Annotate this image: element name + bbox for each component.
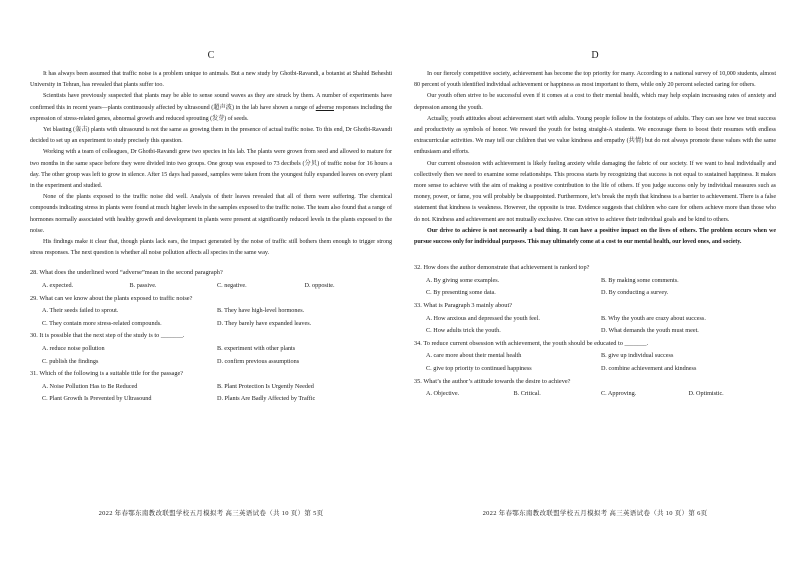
question-stem: 30. It is possible that the next step of the study is to _______. bbox=[30, 332, 185, 340]
option: D. They barely have expanded leaves. bbox=[217, 319, 312, 327]
paragraph: Yet blasting (轰击) plants with ultrasound is not the same as growing them in the presence of actual traffic noise. To this end, Dr Ghotbi-Ravandi decided to set up an experiment to study precisely this question. bbox=[30, 127, 392, 145]
question-stem: 33. What is Paragraph 3 mainly about? bbox=[414, 302, 512, 310]
passage-d bbox=[414, 50, 776, 401]
option: D. What demands the youth must meet. bbox=[601, 327, 699, 335]
question-options bbox=[30, 305, 392, 330]
option: D. combine achievement and kindness bbox=[601, 365, 697, 372]
option: C. publish the findings bbox=[42, 357, 99, 365]
option: D. By conducting a survey. bbox=[601, 289, 669, 297]
question-stem: 34. To reduce current obsession with achievement, the youth should be educated to _______. bbox=[414, 339, 649, 347]
option: B. By making some comments. bbox=[601, 276, 679, 284]
option: A. Objective. bbox=[426, 390, 460, 398]
option: B. Plant Protection Is Urgently Needed bbox=[217, 382, 314, 390]
question-options bbox=[30, 280, 392, 293]
question-options bbox=[30, 381, 392, 406]
paragraph: Actually, youth attitudes about achievement start with adults. Young people follow in the footsteps of adults. They can see how we treat success and productivity as symbols of honor. We reward the youth for being straight-A students. We encourage them to boost their resumes with endless extracurricular activities. We may tell our children that we value kindness and empathy (共情) but do not always promote these values with the same enthusiasm and efforts. bbox=[414, 115, 776, 156]
question-options bbox=[414, 388, 776, 401]
option: A. By giving some examples. bbox=[426, 276, 500, 284]
paragraph-with-underline: Scientists have previously suspected that plants may be able to sense sound waves as they are struck by them. A number of experiments have confirmed this in recent years—plants continuously affected by ultrasound (超声波) in the lab have shown a range of adverse responses including the expression of stress-related genes, abnormal growth and reduced sprouting (发芽) of seeds. bbox=[30, 93, 392, 122]
paragraph: Our current obsession with achievement is likely fueling anxiety while damaging the fabric of our society. If we want to heal individually and collectively then we need to examine some relationships. This process starts by recognizing that success is not equal to sustained happiness. It makes more sense to achieve with the aim of making a positive contribution to the life of others. If you judge success only by individual measures such as money, power, or fame, you will probably be disappointed. Furthermore, let’s break the myth that kindness is a barrier to achievement. There is a false statement that kindness is weakness. However, the opposite is true. Evidence suggests that children who care for others achieve more than those who do not. Kindness and achievement are not mutually exclusive. One can strive to achieve their individual goals and be kind to others. bbox=[414, 160, 776, 223]
paragraph: In our fiercely competitive society, achievement has become the top priority for many. According to a national survey of 10,000 students, almost 80 percent of youth identified individual achievement or happiness as most important to them, while only 20 percent selected caring for others. bbox=[414, 71, 776, 89]
option: B. Critical. bbox=[513, 390, 541, 398]
passage-letter-d: D bbox=[591, 50, 599, 61]
option: C. They contain more stress-related compounds. bbox=[42, 319, 162, 327]
option: C. Plant Growth Is Prevented by Ultrasound bbox=[42, 395, 152, 403]
option: A. reduce noise pollution bbox=[42, 345, 105, 353]
paragraph: Working with a team of colleagues, Dr Ghotbi-Ravandi grew two species in his lab. The plants were grown from seed and allowed to mature for two months in the same space before they were divided into two groups. One group was exposed to 73 decibels (分贝) of traffic noise for 16 hours a day. The other group was left to grow in silence. After 15 days had passed, samples were taken from the youngest fully expanded leaves on every plant in the experiment and studied. bbox=[30, 149, 392, 190]
underlined-word: adverse bbox=[315, 104, 334, 111]
option: A. care more about their mental health bbox=[426, 352, 522, 360]
option: C. How adults trick the youth. bbox=[426, 327, 501, 335]
question-stem: 32. How does the author demonstrate that achievement is ranked top? bbox=[414, 264, 590, 272]
question-stem: 35. What’s the author’s attitude towards the desire to achieve? bbox=[414, 377, 571, 385]
questions-d bbox=[414, 262, 776, 401]
paragraph: It has always been assumed that traffic noise is a problem unique to animals. But a new study by Ghotbi-Ravandi, a botanist at Shahid Beheshti University in Tehran, has revealed that plants suffer too. bbox=[30, 71, 392, 89]
option: B. give up individual success bbox=[601, 352, 674, 360]
option: A. Noise Pollution Has to Be Reduced bbox=[42, 382, 138, 390]
option: C. negative. bbox=[217, 282, 247, 290]
option: A. Their seeds failed to sprout. bbox=[42, 307, 119, 315]
option: D. opposite. bbox=[304, 282, 335, 290]
question-stem: 29. What can we know about the plants exposed to traffic noise? bbox=[30, 294, 193, 302]
question-options bbox=[414, 350, 776, 375]
option: B. experiment with other plants bbox=[217, 345, 296, 353]
page-footer-right: 2022 年春鄂东南教改联盟学校五月模拟考 高三英语试卷（共 10 页）第 6页 bbox=[482, 510, 708, 517]
option: D. Optimistic. bbox=[688, 390, 724, 398]
option: C. Approving. bbox=[601, 390, 637, 398]
option: B. Why the youth are crazy about success. bbox=[601, 314, 706, 322]
question-options bbox=[30, 343, 392, 368]
passage-c bbox=[30, 50, 392, 406]
paragraph: None of the plants exposed to the traffic noise did well. Analysis of their leaves revealed that all of them were suffering. The chemical compounds indicating stress in plants were found at much higher levels in the samples exposed to the traffic noise. The team also found that a range of hormones normally associated with healthy growth and development in plants were present at significantly reduced levels in the plants exposed to the noise. bbox=[30, 194, 392, 234]
paragraph-bold: Our drive to achieve is not necessarily a bad thing. It can have a positive impact on the lives of others. The problem occurs when we pursue success only for individual purposes. This may ultimately come at a cost to our mental health, our loved ones, and society. bbox=[414, 227, 776, 246]
option: A. How anxious and depressed the youth feel. bbox=[426, 314, 540, 322]
option: D. confirm previous assumptions bbox=[217, 357, 300, 365]
option: C. give top priority to continued happiness bbox=[426, 365, 532, 372]
question-stem: 31. Which of the following is a suitable title for the passage? bbox=[30, 370, 184, 378]
paragraph: His findings make it clear that, though plants lack ears, the impact generated by the noise of traffic still bothers them enough to trigger strong stress responses. The next question is whether all noise pollution affects all species in the same way. bbox=[30, 239, 392, 257]
question-stem: 28. What does the underlined word “adverse”mean in the second paragraph? bbox=[30, 269, 223, 277]
question-options bbox=[414, 275, 776, 300]
option: B. They have high-level hormones. bbox=[217, 307, 305, 315]
option: C. By presenting some data. bbox=[426, 289, 496, 297]
page-footer-left: 2022 年春鄂东南教改联盟学校五月模拟考 高三英语试卷（共 10 页）第 5页 bbox=[98, 510, 324, 517]
question-options bbox=[414, 313, 776, 338]
option: A. expected. bbox=[42, 282, 74, 290]
option: B. passive. bbox=[129, 282, 157, 290]
option: D. Plants Are Badly Affected by Traffic bbox=[217, 395, 316, 403]
questions-c bbox=[30, 267, 392, 406]
passage-letter-c: C bbox=[207, 50, 215, 61]
paragraph: Our youth often strive to be successful even if it comes at a cost to their mental health, which may help explain increasing rates of anxiety and depression among the youth. bbox=[414, 93, 776, 111]
